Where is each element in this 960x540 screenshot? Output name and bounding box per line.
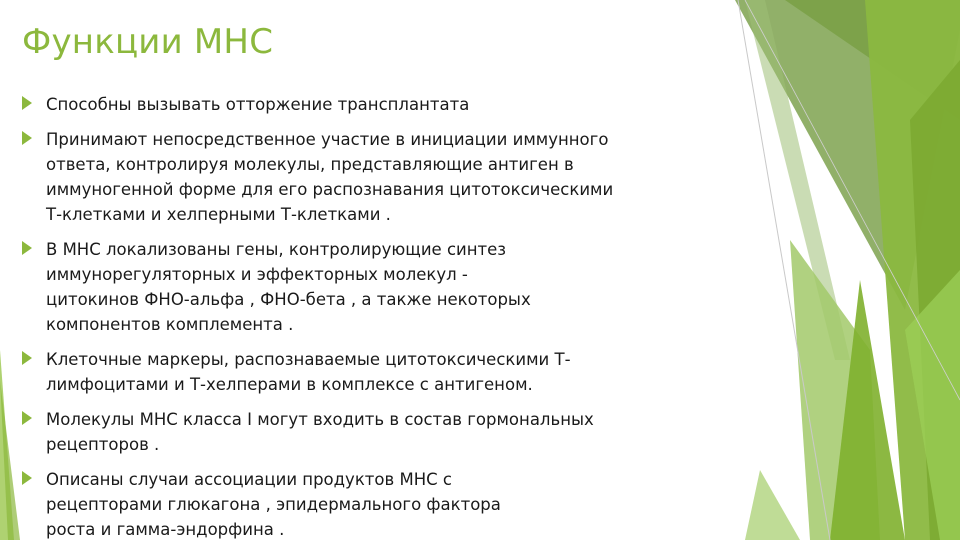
- bullet-line: иммуногенной форме для его распознавания цитотоксическими: [46, 180, 614, 199]
- list-item: [22, 467, 752, 540]
- triangle-right-icon: [22, 351, 32, 365]
- bullet-text: [46, 347, 571, 397]
- list-item: [22, 347, 752, 397]
- bullet-text: [46, 407, 594, 457]
- triangle-right-icon: [22, 411, 32, 425]
- bullet-line: цитокинов ФНО-альфа , ФНО-бета , а также некоторых: [46, 290, 531, 309]
- triangle-right-icon: [22, 131, 32, 145]
- bullet-line: Описаны случаи ассоциации продуктов МНС с: [46, 470, 452, 489]
- list-item: [22, 407, 752, 457]
- bullet-line: В МНС локализованы гены, контролирующие синтез: [46, 240, 507, 259]
- bullet-line: рецепторами глюкагона , эпидермального фактора: [46, 495, 501, 514]
- bullet-line: рецепторов .: [46, 435, 160, 454]
- bullet-text: [46, 237, 531, 337]
- bullet-line: Клеточные маркеры, распознаваемые цитотоксическими Т-: [46, 350, 571, 369]
- triangle-right-icon: [22, 96, 32, 110]
- triangle-right-icon: [22, 241, 32, 255]
- page-title: Функции МНС: [22, 22, 274, 62]
- bullet-text: [46, 467, 501, 540]
- bullet-line: Способны вызывать отторжение трансплантата: [46, 95, 470, 114]
- bullet-line: ответа, контролируя молекулы, представляющие антиген в: [46, 155, 574, 174]
- list-item: [22, 237, 752, 337]
- list-item: [22, 92, 752, 117]
- bullet-text: [46, 92, 469, 117]
- triangle-right-icon: [22, 471, 32, 485]
- bullet-line: Молекулы МНС класса I могут входить в состав гормональных: [46, 410, 594, 429]
- bullet-list: [22, 92, 752, 540]
- bullet-text: [46, 127, 613, 227]
- bullet-line: компонентов комплемента .: [46, 315, 294, 334]
- bullet-line: Т-клетками и хелперными Т-клетками .: [46, 205, 391, 224]
- list-item: [22, 127, 752, 227]
- bullet-line: Принимают непосредственное участие в инициации иммунного: [46, 130, 609, 149]
- bullet-line: лимфоцитами и Т-хелперами в комплексе с антигеном.: [46, 375, 533, 394]
- facet-shape: [745, 470, 800, 540]
- bullet-line: иммунорегуляторных и эффекторных молекул -: [46, 265, 468, 284]
- bullet-line: роста и гамма-эндорфина .: [46, 520, 285, 539]
